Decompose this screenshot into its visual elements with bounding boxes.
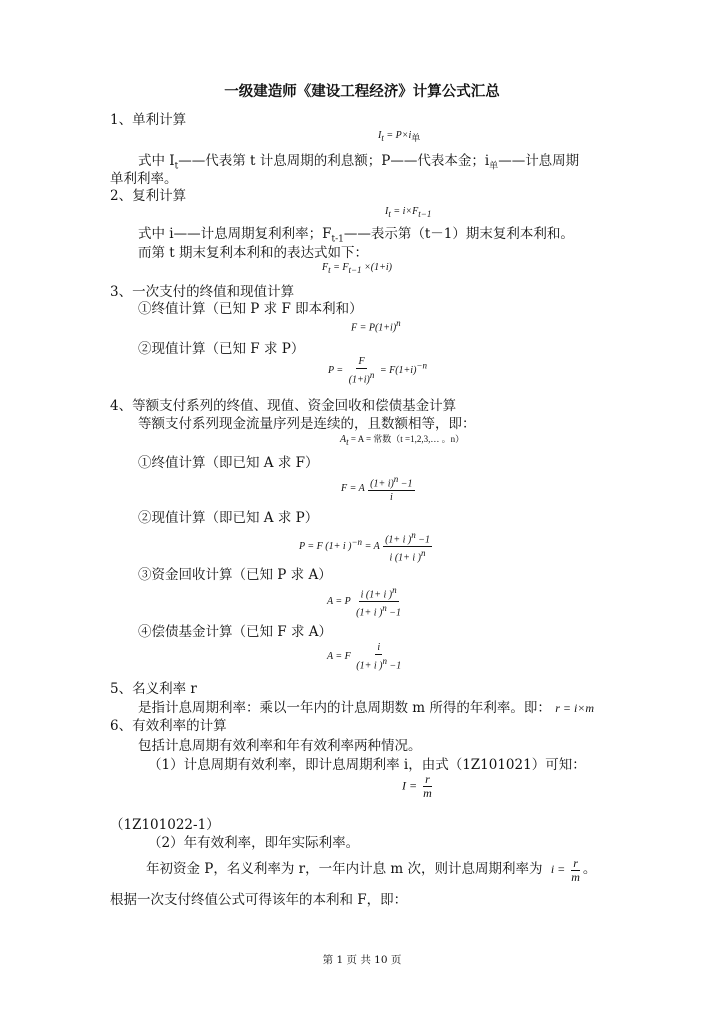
section-4-item-2: ②现值计算（即已知 A 求 P）	[138, 510, 319, 526]
section-5-heading: 5、名义利率 r	[110, 681, 197, 697]
section-4-item-3: ③资金回收计算（已知 P 求 A）	[138, 567, 332, 583]
formula-annuity-present: P = F (1+ i )$^{-n}$ = A $\frac{(1+ i )^n -1}{i (1+ i )^n}$	[299, 530, 430, 564]
section-6-desc-line1: 年初资金 P，名义利率为 r，一年内计息 m 次，则计息周期利率为 i = $\frac{r}{m}$ 。	[146, 855, 597, 884]
formula-annuity-future: F = A $\frac{(1+ i)^n -1}{i}$	[341, 474, 413, 504]
section-4-item-4: ④偿债基金计算（已知 F 求 A）	[138, 624, 332, 640]
section-1-desc-line1: 式中 $I_t——$代表第 t 计息周期的利息额；P——代表本金；$i_单——$计息周期	[138, 153, 580, 172]
formula-reference: （1Z101022-1）	[110, 817, 220, 833]
section-1-desc-line2: 单利利率。	[110, 171, 178, 187]
section-6-heading: 6、有效利率的计算	[110, 718, 227, 734]
formula-compound-future: $F_t = F_{t-1} \times(1+i)$	[322, 262, 392, 275]
section-2-heading: 2、复利计算	[110, 188, 187, 204]
section-3-item-1: ①终值计算（已知 P 求 F 即本利和）	[138, 301, 363, 317]
section-6-item-2: （2）年有效利率，即年实际利率。	[148, 835, 360, 851]
section-2-desc-line1: 式中 i——计息周期复利利率；$F_{t-1}——$表示第（t－1）期末复利本利和。	[138, 226, 574, 245]
formula-period-effective-rate: I = $\frac{r}{m}$	[402, 772, 432, 800]
page-title: 一级建造师《建设工程经济》计算公式汇总	[224, 83, 500, 100]
formula-annuity-constant: $A_t = A$ = 常数（t =1,2,3,… 。n）	[340, 434, 465, 447]
formula-simple-interest: $I_t = P\times i_单$	[378, 130, 421, 143]
section-1-heading: 1、单利计算	[110, 112, 187, 128]
section-2-desc-line2: 而第 t 期末复利本利和的表达式如下：	[138, 245, 369, 261]
section-4-heading: 4、等额支付系列的终值、现值、资金回收和偿债基金计算	[110, 398, 457, 414]
formula-capital-recovery: A = P $\frac{i (1+ i )^n}{(1+ i )^n -1}$	[327, 585, 402, 619]
section-3-item-2: ②现值计算（已知 F 求 P）	[138, 341, 305, 357]
section-4-item-1: ①终值计算（即已知 A 求 F）	[138, 455, 319, 471]
formula-compound-interest: $I_t = i\times F_{t-1}$	[385, 206, 432, 219]
section-4-intro: 等额支付系列现金流量序列是连续的，且数额相等，即：	[138, 416, 476, 432]
section-6-intro: 包括计息周期有效利率和年有效利率两种情况。	[138, 738, 422, 754]
page-footer: 第 1 页 共 10 页	[322, 954, 402, 966]
formula-single-present: P = $\frac{F}{(1+i)^n}$ = $F(1+i)^{-n}$	[328, 356, 427, 386]
section-5-desc: 是指计息周期利率：乘以一年内的计息周期数 m 所得的年利率。即： r = i×m	[138, 700, 595, 716]
formula-single-future: $F = P(1+i)^n$	[351, 318, 401, 334]
section-3-heading: 3、一次支付的终值和现值计算	[110, 284, 295, 300]
section-6-item-1: （1）计息周期有效利率，即计息周期利率 i，由式（1Z101021）可知：	[148, 757, 586, 773]
formula-sinking-fund: A = F $\frac{i}{(1+ i )^n -1}$	[327, 642, 402, 672]
section-6-desc-line2: 根据一次支付终值公式可得该年的本利和 F，即：	[110, 892, 408, 908]
